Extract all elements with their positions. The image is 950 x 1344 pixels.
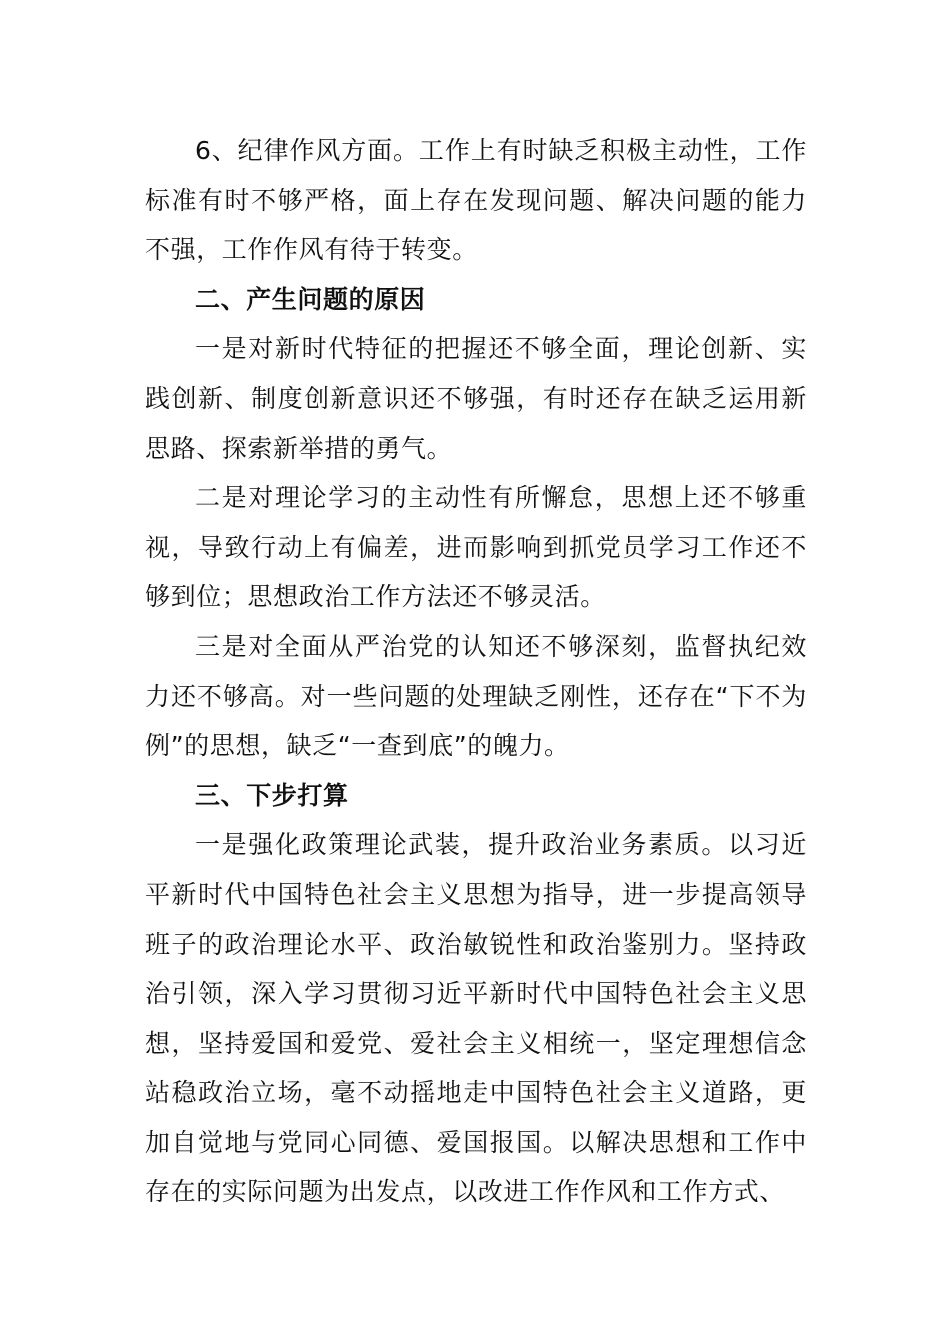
paragraph-reason-two: 二是对理论学习的主动性有所懈怠，思想上还不够重视，导致行动上有偏差，进而影响到抓党员学习工作还不够到位；思想政治工作方法还不够灵活。 bbox=[145, 483, 807, 612]
paragraph-discipline-style: 6、纪律作风方面。工作上有时缺乏积极主动性，工作标准有时不够严格，面上存在发现问题、解决问题的能力不强，工作作风有待于转变。 bbox=[145, 136, 807, 265]
paragraph-reason-one: 一是对新时代特征的把握还不够全面，理论创新、实践创新、制度创新意识还不够强，有时还存在缺乏运用新思路、探索新举措的勇气。 bbox=[145, 334, 807, 463]
paragraph-reason-three: 三是对全面从严治党的认知还不够深刻，监督执纪效力还不够高。对一些问题的处理缺乏刚性，还存在“下不为例”的思想，缺乏“一查到底”的魄力。 bbox=[145, 631, 807, 761]
paragraph-plan-one: 一是强化政策理论武装，提升政治业务素质。以习近平新时代中国特色社会主义思想为指导，进一步提高领导班子的政治理论水平、政治敏锐性和政治鉴别力。坚持政治引领，深入学习贯彻习近平新时代中国特色社会主义思想，坚持爱国和爱党、爱社会主义相统一，坚定理想信念站稳政治立场，毫不动摇地走中国特色社会主义道路，更加自觉地与党同心同德、爱国报国。以解决思想和工作中存在的实际问题为出发点，以改进工作作风和工作方式、 bbox=[145, 830, 807, 1207]
section-heading-next-steps: 三、下步打算 bbox=[195, 780, 349, 810]
section-heading-causes: 二、产生问题的原因 bbox=[195, 284, 426, 314]
document-body bbox=[145, 126, 807, 1217]
